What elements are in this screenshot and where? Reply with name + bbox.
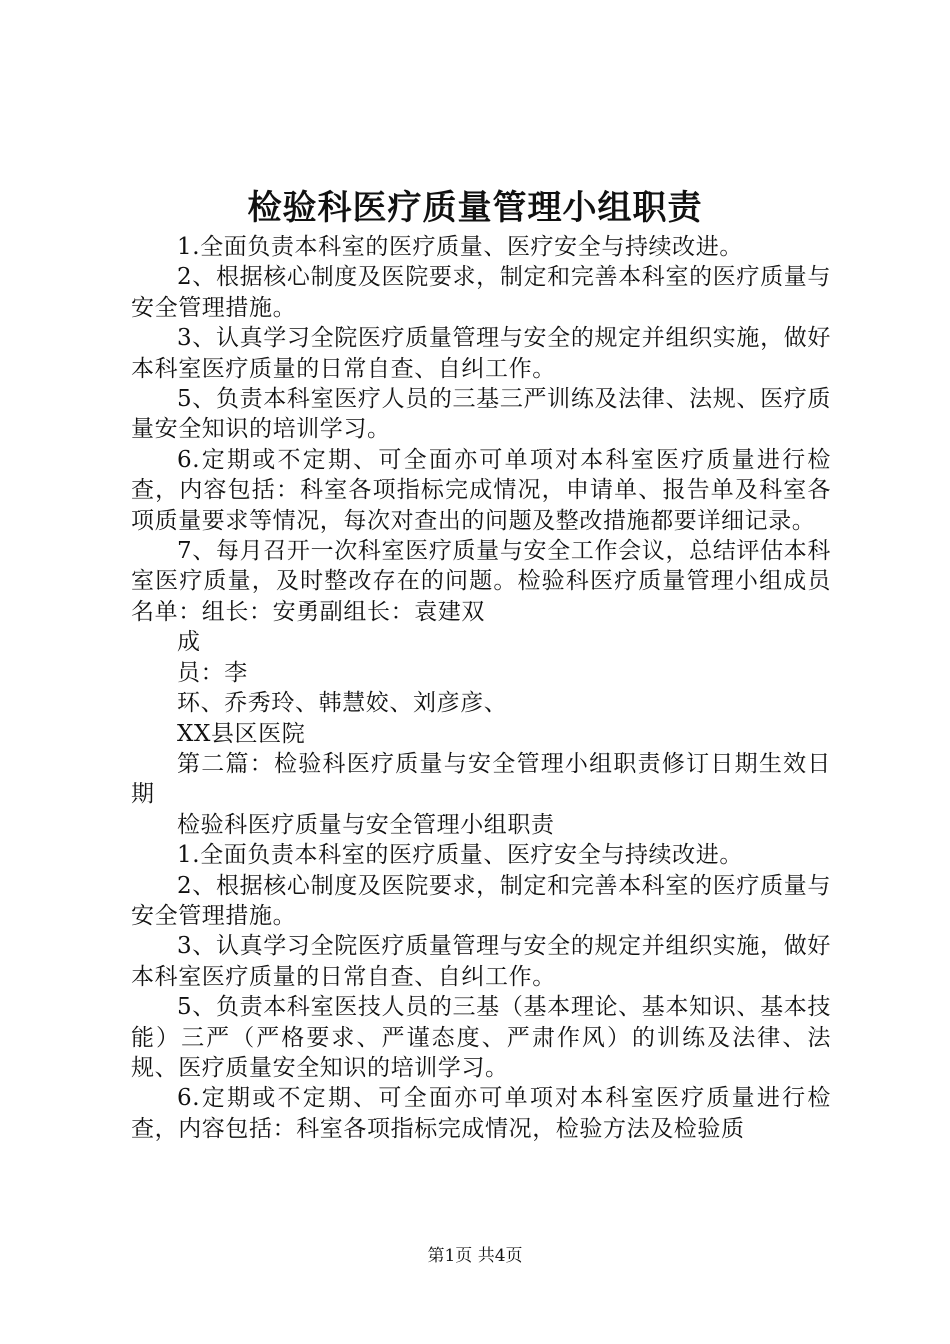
paragraph: 6.定期或不定期、可全面亦可单项对本科室医疗质量进行检查，内容包括：科室各项指标完成情况，检验方法及检验质 xyxy=(131,1085,831,1142)
page-footer: 第1页 共4页 xyxy=(427,1246,523,1266)
paragraph: 1.全面负责本科室的医疗质量、医疗安全与持续改进。 xyxy=(177,842,743,869)
paragraph: 1.全面负责本科室的医疗质量、医疗安全与持续改进。 xyxy=(177,234,743,260)
paragraph: 3、认真学习全院医疗质量管理与安全的规定并组织实施，做好本科室医疗质量的日常自查、自纠工作。 xyxy=(131,933,831,990)
paragraph: 7、每月召开一次科室医疗质量与安全工作会议，总结评估本科室医疗质量，及时整改存在的问题。检验科医疗质量管理小组成员名单：组长：安勇副组长：袁建双 xyxy=(131,538,831,625)
document-title: 检验科医疗质量管理小组职责 xyxy=(247,188,703,228)
paragraph: 员：李 xyxy=(177,659,248,686)
paragraph: 成 xyxy=(177,629,201,656)
paragraph: 3、认真学习全院医疗质量管理与安全的规定并组织实施，做好本科室医疗质量的日常自查、自纠工作。 xyxy=(131,325,831,382)
paragraph: 5、负责本科室医技人员的三基（基本理论、基本知识、基本技能）三严（严格要求、严谨态度、严肃作风）的训练及法律、法规、医疗质量安全知识的培训学习。 xyxy=(131,994,831,1081)
paragraph: XX县区医院 xyxy=(177,720,306,747)
document-body xyxy=(131,232,831,1144)
paragraph: 环、乔秀玲、韩慧姣、刘彦彦、 xyxy=(177,690,508,717)
paragraph: 2、根据核心制度及医院要求，制定和完善本科室的医疗质量与安全管理措施。 xyxy=(131,872,831,929)
paragraph: 2、根据核心制度及医院要求，制定和完善本科室的医疗质量与安全管理措施。 xyxy=(131,264,831,321)
paragraph: 第二篇：检验科医疗质量与安全管理小组职责修订日期生效日期 xyxy=(131,750,831,808)
paragraph: 检验科医疗质量与安全管理小组职责 xyxy=(177,811,555,838)
paragraph: 5、负责本科室医疗人员的三基三严训练及法律、法规、医疗质量安全知识的培训学习。 xyxy=(131,386,831,443)
paragraph: 6.定期或不定期、可全面亦可单项对本科室医疗质量进行检查，内容包括：科室各项指标完成情况，申请单、报告单及科室各项质量要求等情况，每次对查出的问题及整改措施都要详细记录。 xyxy=(131,446,831,534)
